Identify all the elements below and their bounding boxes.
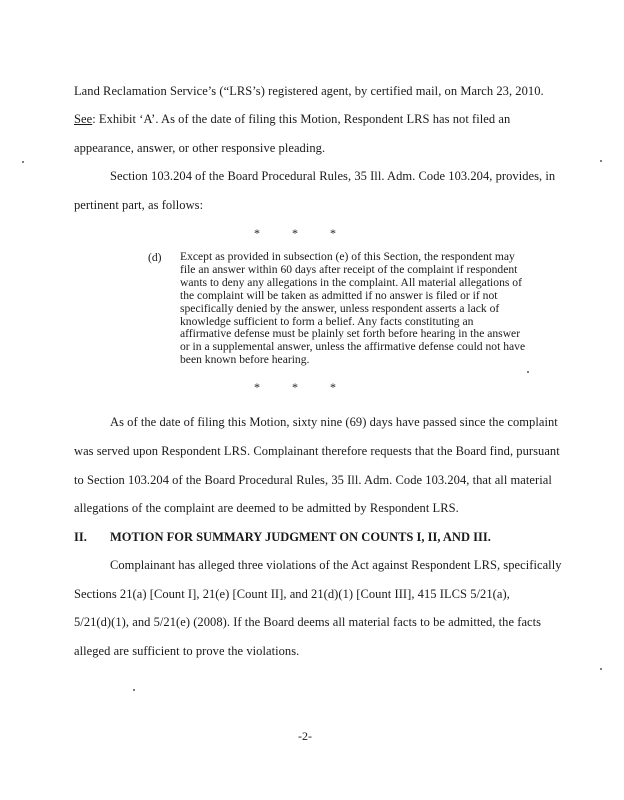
star-2: * — [292, 226, 298, 240]
star-1: * — [254, 380, 260, 394]
ellipsis-stars-bottom — [238, 380, 352, 395]
quote-line-4: the complaint will be taken as admitted if no answer is filed or if not — [180, 288, 498, 302]
page-number: -2- — [298, 729, 312, 743]
quote-line-5: specifically denied by the answer, unless respondent asserts a lack of — [180, 301, 500, 315]
para2-line-2: pertinent part, as follows: — [74, 198, 204, 212]
para3-line-1: As of the date of filing this Motion, sixty nine (69) days have passed since the complaint — [110, 415, 558, 429]
scan-speck — [600, 160, 602, 162]
section-heading: MOTION FOR SUMMARY JUDGMENT ON COUNTS I, II, AND III. — [110, 530, 491, 544]
scan-speck — [527, 371, 529, 373]
para2-line-1: Section 103.204 of the Board Procedural Rules, 35 Ill. Adm. Code 103.204, provides, in — [110, 169, 556, 183]
quote-line-9: been known before hearing. — [180, 353, 310, 367]
para3-line-2: was served upon Respondent LRS. Complainant therefore requests that the Board find, pursuant — [74, 444, 560, 458]
para1-line-1: Land Reclamation Service’s (“LRS’s) registered agent, by certified mail, on March 23, 2010. — [74, 84, 544, 98]
quote-line-2: file an answer within 60 days after receipt of the complaint if respondent — [180, 262, 518, 276]
quote-label: (d) — [148, 251, 162, 264]
para4-line-1: Complainant has alleged three violations of the Act against Respondent LRS, specifically — [110, 558, 562, 572]
see-citation: See — [74, 112, 93, 126]
star-2: * — [292, 380, 298, 394]
scan-speck — [133, 689, 135, 691]
quote-line-1: Except as provided in subsection (e) of this Section, the respondent may — [180, 250, 515, 263]
para4-line-3: 5/21(d)(1), and 5/21(e) (2008). If the Board deems all material facts to be admitted, the facts — [74, 615, 542, 629]
para3-line-3: to Section 103.204 of the Board Procedural Rules, 35 Ill. Adm. Code 103.204, that all material — [74, 473, 552, 487]
ellipsis-stars-top — [238, 226, 352, 241]
star-3: * — [330, 226, 336, 240]
quote-line-7: affirmative defense must be plainly set forth before hearing in the answer — [180, 327, 521, 341]
para1-line-3: appearance, answer, or other responsive pleading. — [74, 141, 326, 155]
quote-line-3: wants to deny any allegations in the complaint. All material allegations of — [180, 275, 522, 289]
section-number: II. — [74, 530, 87, 544]
star-1: * — [254, 226, 260, 240]
para1-line-2 — [74, 112, 510, 127]
para4-line-2: Sections 21(a) [Count I], 21(e) [Count II], and 21(d)(1) [Count III], 415 ILCS 5/21(a), — [74, 587, 510, 601]
block-quote — [180, 251, 572, 367]
para4-line-4: alleged are sufficient to prove the violations. — [74, 644, 300, 658]
star-3: * — [330, 380, 336, 394]
scan-speck — [22, 161, 24, 163]
quote-line-6: knowledge sufficient to form a belief. Any facts constituting an — [180, 314, 474, 328]
scan-speck — [600, 668, 602, 670]
quote-line-8: or in a supplemental answer, unless the affirmative defense could not have — [180, 340, 526, 354]
para3-line-4: allegations of the complaint are deemed to be admitted by Respondent LRS. — [74, 501, 459, 515]
para1-line-2-rest: : Exhibit ‘A’. As of the date of filing this Motion, Respondent LRS has not filed an — [92, 112, 511, 126]
